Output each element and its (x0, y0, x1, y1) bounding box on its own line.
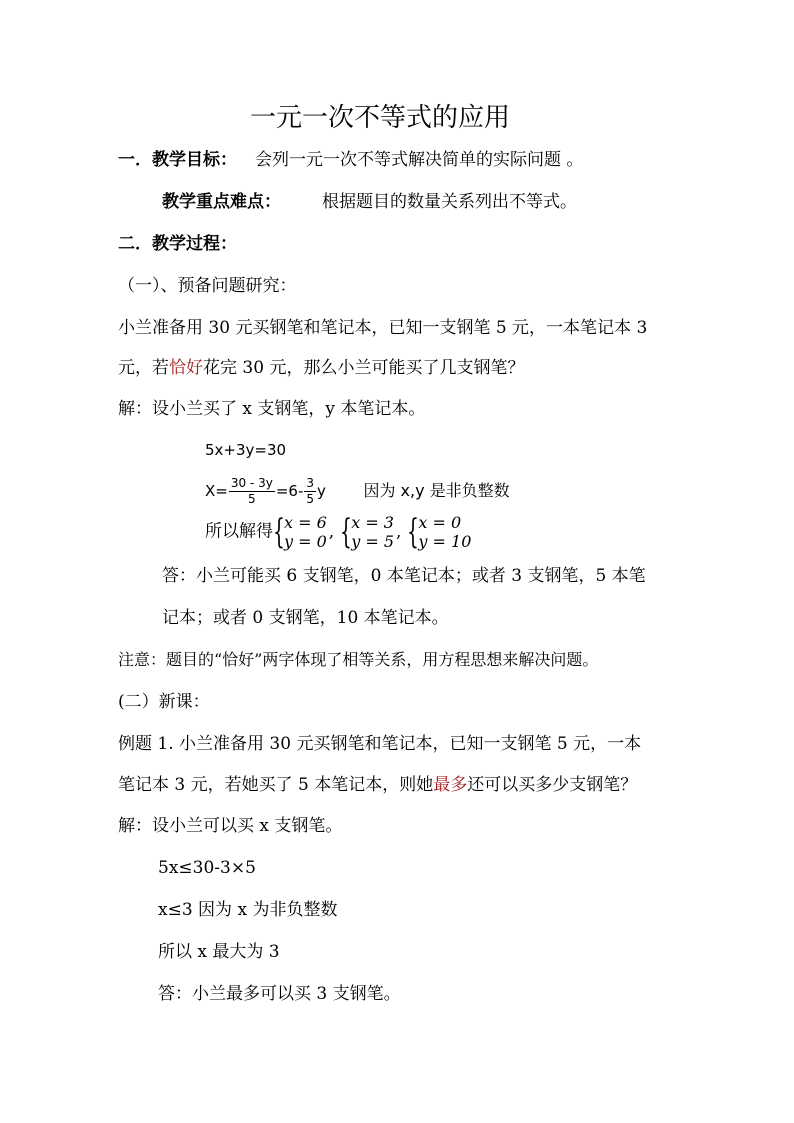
note: 注意：题目的“恰好”两字体现了相等关系，用方程思想来解决问题。 (118, 650, 599, 669)
equation-2-reason: 因为 x,y 是非负整数 (363, 481, 510, 500)
subsection-1-heading: （一）、预备问题研究： (118, 276, 297, 296)
subsection-2-heading: (二）新课： (118, 692, 210, 712)
section2-heading: 二．教学过程： (118, 234, 237, 254)
system-1: { x = 6 y = 0 (273, 511, 327, 552)
keypoint-text: 根据题目的数量关系列出不等式。 (322, 192, 577, 212)
fraction-1: $\frac{30 - 3y}{5}$ (230, 476, 273, 506)
keypoint-label: 教学重点难点： (162, 192, 281, 212)
answer-1-line-2: 记本；或者 0 支钢笔，10 本笔记本。 (162, 608, 449, 628)
page-title: 一元一次不等式的应用 (250, 103, 511, 133)
problem-line-1: 小兰准备用 30 元买钢笔和笔记本，已知一支钢笔 5 元，一本笔记本 3 (118, 318, 648, 338)
solution-intro-2: 解：设小兰可以买 x 支钢笔。 (118, 816, 343, 836)
answer-1-line-1: 答：小兰可能买 6 支钢笔，0 本笔记本；或者 3 支钢笔，5 本笔 (162, 566, 646, 586)
example-line-2: 笔记本 3 元，若她买了 5 本笔记本，则她最多还可以买多少支钢笔？ (118, 775, 638, 795)
highlight-exactly: 恰好 (169, 358, 203, 378)
solution-intro-1: 解：设小兰买了 x 支钢笔，y 本笔记本。 (118, 399, 426, 419)
step-2: x≤3 因为 x 为非负整数 (158, 900, 338, 920)
step-3: 所以 x 最大为 3 (158, 942, 280, 962)
step-1: 5x≤30-3×5 (158, 858, 256, 878)
system-3: { x = 0 y = 10 (407, 511, 472, 552)
fraction-2: $\frac{3}{5}$ (306, 476, 314, 506)
problem-line-2: 元，若恰好花完 30 元，那么小兰可能买了几支钢笔？ (118, 358, 525, 378)
equation-1: 5x+3y=30 (205, 441, 287, 459)
highlight-most: 最多 (433, 775, 468, 795)
teaching-goal: 会列一元一次不等式解决简单的实际问题 。 (255, 150, 584, 170)
section1-heading: 一．教学目标： (118, 150, 237, 170)
equation-2: X= $\frac{30 - 3y}{5}$ =6- $\frac{3}{5}$ y 因为 x,y 是非负整数 (205, 476, 510, 506)
solution-systems: 所以解得 { x = 6 y = 0 , { x = 3 y = 5 , { x = 0 y = 10 (205, 511, 472, 552)
solve-label: 所以解得 (205, 521, 273, 542)
system-2: { x = 3 y = 5 (340, 511, 394, 552)
example-line-1: 例题 1. 小兰准备用 30 元买钢笔和笔记本，已知一支钢笔 5 元，一本 (118, 734, 642, 754)
answer-2: 答：小兰最多可以买 3 支钢笔。 (158, 984, 401, 1004)
